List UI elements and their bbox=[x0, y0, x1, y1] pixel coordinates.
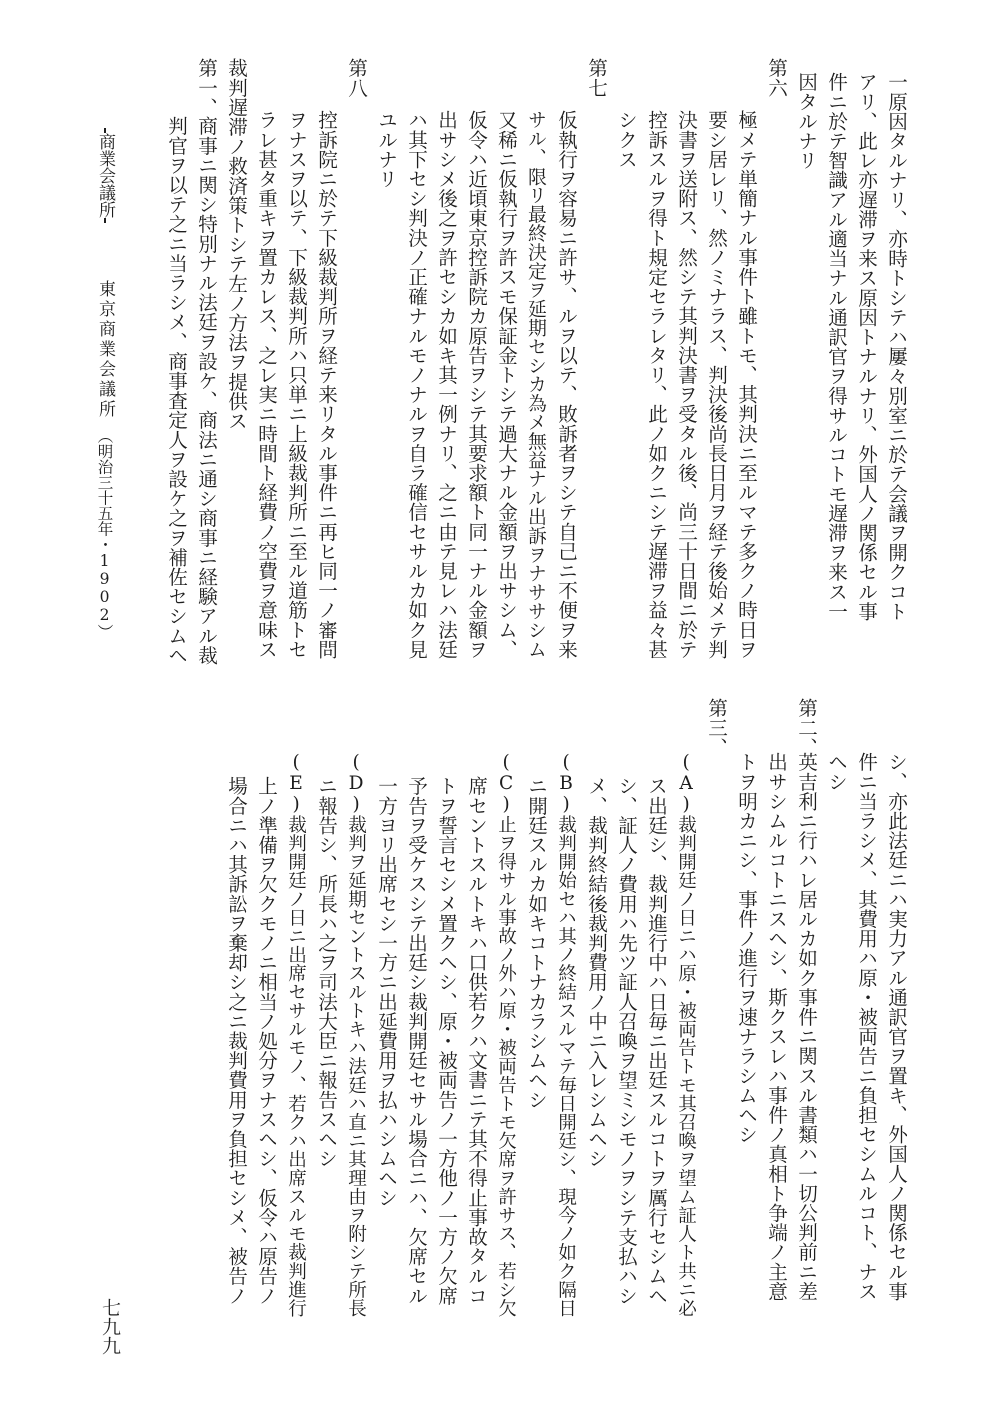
text-column: 場合ニハ其訴訟ヲ棄却シ之ニ裁判費用ヲ負担セシメ、被告ノ bbox=[224, 776, 248, 1306]
text-column: ハ其下セシ判決ノ正確ナルモノナルヲ自ラ確信セサルカ如ク見 bbox=[404, 110, 428, 659]
text-column: 一方ヨリ出席セシ一方ニ出延費用ヲ払ハシムヘシ bbox=[374, 776, 398, 1208]
text-column: 上ノ準備ヲ欠クモノニ相当ノ処分ヲナスヘシ、仮令ハ原告ノ bbox=[254, 776, 278, 1306]
page-number: 七九九 bbox=[99, 1298, 121, 1355]
text-column: 商事ニ関シ特別ナル法廷ヲ設ケ、商法ニ通シ商事ニ経験アル裁 bbox=[194, 116, 218, 665]
text-column: ラレ甚タ重キヲ置カレス、之レ実ニ時間ト経費ノ空費ヲ意味ス bbox=[254, 110, 278, 659]
text-column: 英吉利ニ行ハレ居ルカ如ク事件ニ関スル書類ハ一切公判前ニ差 bbox=[794, 752, 818, 1301]
text-column: ニ開廷スルカ如キコトナカラシムヘシ bbox=[524, 776, 548, 1110]
text-column: シ、証人ノ費用ハ先ツ証人召喚ヲ望ミシモノヲシテ支払ハシ bbox=[614, 776, 638, 1306]
text-column: トヲ明カニシ、事件ノ進行ヲ速ナラシムヘシ bbox=[734, 752, 758, 1144]
text-column: 件ニ於テ智識アル適当ナル通訳官ヲ得サルコトモ遅滞ヲ来ス一 bbox=[824, 72, 848, 621]
text-column: (A)裁判開廷ノ日ニハ原・被両告トモ其召喚ヲ望ム証人ト共ニ必 bbox=[675, 752, 697, 1318]
text-column: メ、裁判終結後裁判費用ノ中ニ入レシムヘシ bbox=[584, 776, 608, 1168]
text-column: 予告ヲ受ケスシテ出廷シ裁判開廷セサル場合ニハ、欠席セル bbox=[404, 776, 428, 1306]
text-column: (B)裁判開始セハ其ノ終結スルマテ毎日開廷シ、現今ノ如ク隔日 bbox=[555, 752, 577, 1318]
text-column: アリ、此レ亦遅滞ヲ来ス原因トナルナリ、外国人ノ関係セル事 bbox=[854, 72, 878, 621]
section-heading-7: 第七 bbox=[584, 58, 608, 98]
section-heading-8: 第八 bbox=[344, 58, 368, 98]
text-column: 出サシムルコトニスヘシ、斯クスレハ事件ノ真相ト争端ノ主意 bbox=[764, 752, 788, 1301]
section-heading-3: 第三、 bbox=[704, 698, 728, 757]
text-column: 要シ居レリ、然ノミナラス、判決後尚長日月ヲ経テ後始メテ判 bbox=[704, 110, 728, 659]
text-column: ス出廷シ、裁判進行中ハ日毎ニ出廷スルコトヲ厲行セシムヘ bbox=[644, 776, 668, 1306]
text-column: (D)裁判ヲ延期セントスルトキハ法廷ハ直ニ其理由ヲ附シテ所長 bbox=[345, 752, 367, 1318]
text-column: 判官ヲ以テ之ニ当ラシメ、商事査定人ヲ設ケ之ヲ補佐セシムヘ bbox=[164, 116, 188, 665]
text-column: 出サシメ後之ヲ許セシカ如キ其一例ナリ、之ニ由テ見レハ法廷 bbox=[434, 110, 458, 659]
text-column: 又稀ニ仮執行ヲ許スモ保証金トシテ過大ナル金額ヲ出サシム、 bbox=[494, 110, 518, 659]
text-column: 件ニ当ラシメ、其費用ハ原・被両告ニ負担セシムルコト、ナス bbox=[854, 752, 878, 1301]
section-heading-2: 第二、 bbox=[794, 698, 818, 757]
text-column: ユルナリ bbox=[374, 110, 398, 189]
section-heading-1: 第一、 bbox=[194, 58, 218, 117]
text-column: サル、限リ最終決定ヲ延期セシカ為メ無益ナル出訴ヲナササシム bbox=[524, 110, 547, 659]
text-column: ヘシ bbox=[824, 752, 848, 792]
text-column: 控訴院ニ於テ下級裁判所ヲ経テ来リタル事件ニ再ヒ同一ノ審問 bbox=[314, 110, 338, 659]
footer-org-bracketed: 商業会議所 bbox=[96, 128, 113, 223]
text-column: 控訴スルヲ得ト規定セラレタリ、此ノ如クニシテ遅滞ヲ益々甚 bbox=[644, 110, 668, 659]
text-column: 一原因タルナリ、亦時トシテハ屢々別室ニ於テ会議ヲ開クコト bbox=[884, 72, 908, 621]
footer-date: （明治三十五年・1902） bbox=[95, 428, 114, 640]
text-column: 極メテ単簡ナル事件ト雖トモ、其判決ニ至ルマテ多クノ時日ヲ bbox=[734, 110, 758, 659]
text-column: 仮執行ヲ容易ニ許サ、ルヲ以テ、敗訴者ヲシテ自己ニ不便ヲ来 bbox=[554, 110, 578, 659]
section-heading-6: 第六 bbox=[764, 58, 788, 98]
text-column: シクス bbox=[614, 110, 638, 169]
text-column: ニ報告シ、所長ハ之ヲ司法大臣ニ報告スヘシ bbox=[314, 776, 338, 1168]
text-column: (E)裁判開廷ノ日ニ出席セサルモノ、若クハ出席スルモ裁判進行 bbox=[285, 752, 307, 1318]
text-column: シ、亦此法廷ニハ実力アル通訳官ヲ置キ、外国人ノ関係セル事 bbox=[884, 752, 908, 1301]
text-column: ヲナスヲ以テ、下級裁判所ハ只単ニ上級裁判所ニ至ル道筋トセ bbox=[284, 110, 308, 659]
text-column: トヲ誓言セシメ置クヘシ、原・被両告ノ一方他ノ一方ノ欠席 bbox=[434, 776, 458, 1306]
text-column: 裁判遅滞ノ救済策トシテ左ノ方法ヲ提供ス bbox=[224, 58, 248, 431]
text-column: 決書ヲ送附ス、然シテ其判決書ヲ受タル後、尚三十日間ニ於テ bbox=[674, 110, 698, 659]
text-column: 仮令ハ近頃東京控訴院カ原告ヲシテ其要求額ト同一ナル金額ヲ bbox=[464, 110, 488, 659]
footer-org: 東京商業会議所 bbox=[95, 280, 115, 420]
text-column: (C)止ヲ得サル事故ノ外ハ原・被両告トモ欠席ヲ許サス、若シ欠 bbox=[495, 752, 517, 1318]
text-column: 因タルナリ bbox=[794, 72, 818, 170]
text-column: 席セントスルトキハ口供若クハ文書ニテ其不得止事故タルコ bbox=[464, 776, 488, 1306]
